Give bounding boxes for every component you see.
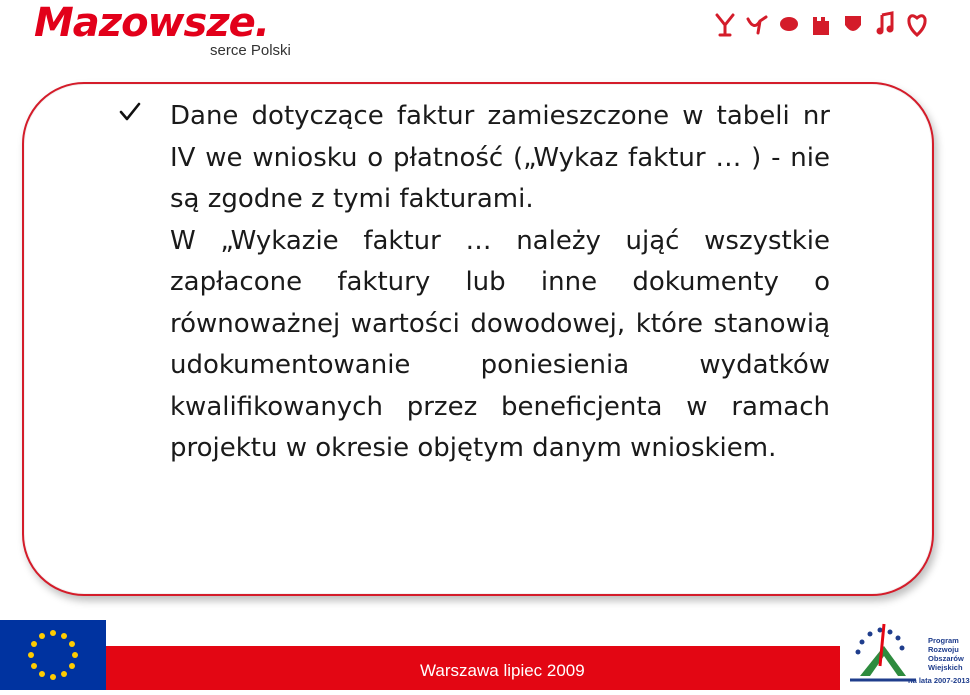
body-text	[170, 96, 830, 470]
note-icon	[874, 11, 896, 37]
bird-icon	[746, 11, 768, 37]
footer	[0, 626, 960, 690]
paragraph-1: Dane dotyczące faktur zamieszczone w tabeli nr IV we wniosku o płatność („Wykaz faktur … ) - nie są zgodne z tymi fakturami.	[170, 101, 830, 214]
mask-icon	[842, 11, 864, 37]
prow-line: Obszarów	[928, 654, 964, 663]
decorative-glyph-row	[714, 10, 928, 38]
fish-icon	[778, 11, 800, 37]
paragraph-2: W „Wykazie faktur … należy ująć wszystkie zapłacone faktury lub inne dokumenty o równoważnej wartości dowodowej, które stanowią udokumentowanie poniesienia wydatków kwalifikowanych przez beneficjenta w ramach projektu w okresie objętym danym wnioskiem.	[170, 225, 830, 463]
prow-text	[908, 636, 970, 685]
logo-subtitle: serce Polski	[210, 42, 291, 59]
logo-wordmark: Mazowsze.	[34, 0, 269, 46]
footer-text: Warszawa lipiec 2009	[420, 661, 585, 680]
checkmark-icon	[118, 100, 142, 124]
prow-line: na lata 2007-2013	[908, 676, 970, 685]
castle-icon	[810, 11, 832, 37]
prow-logo	[840, 616, 970, 690]
mazowsze-logo	[34, 2, 304, 62]
prow-line: Program	[928, 636, 959, 645]
heart-icon	[906, 11, 928, 37]
prow-line: Rozwoju	[928, 645, 959, 654]
prow-line: Wiejskich	[928, 663, 963, 672]
figure-icon	[714, 11, 736, 37]
